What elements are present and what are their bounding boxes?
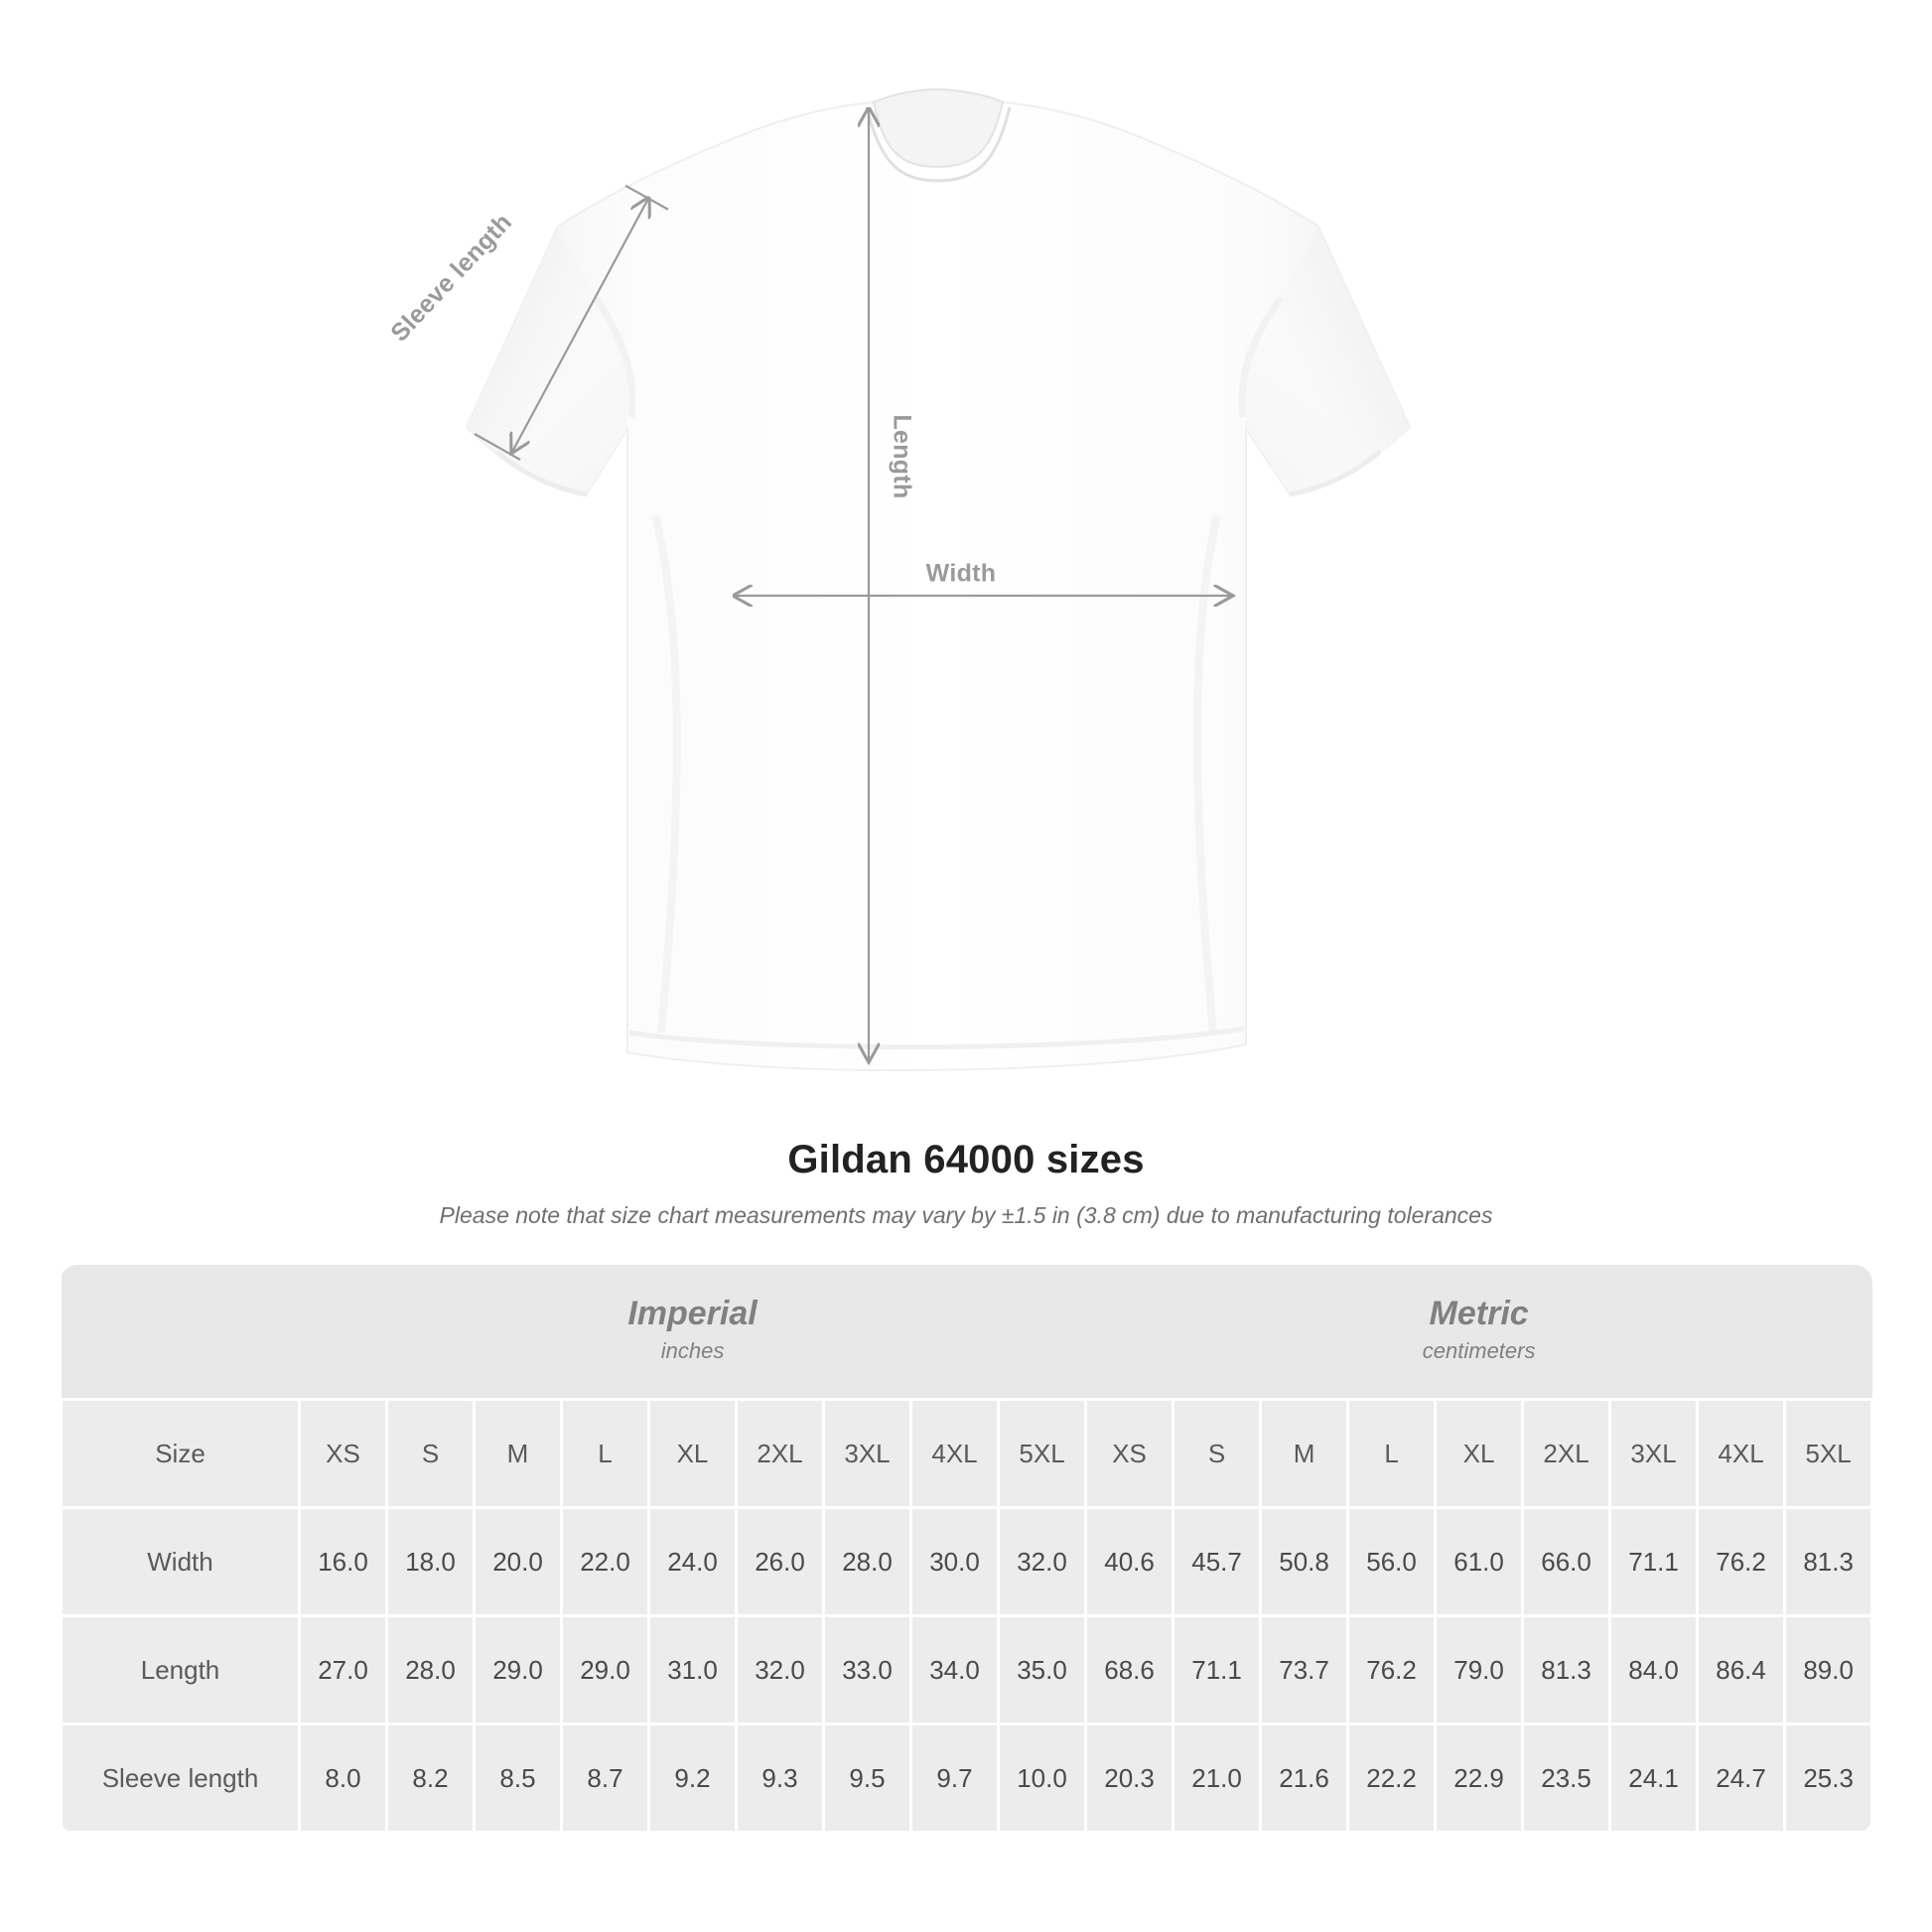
measurement-value: 66.0 — [1523, 1508, 1610, 1616]
measurement-value: 21.6 — [1261, 1725, 1348, 1833]
width-dimension-label: Width — [925, 559, 997, 588]
measurement-value: 81.3 — [1523, 1616, 1610, 1725]
measurement-value: 9.7 — [911, 1725, 999, 1833]
measurement-value: 24.0 — [649, 1508, 737, 1616]
measurement-row-label: Sleeve length — [62, 1725, 300, 1833]
measurement-value: 32.0 — [999, 1508, 1086, 1616]
measurement-value: 40.6 — [1086, 1508, 1173, 1616]
measurement-value: 76.2 — [1698, 1508, 1785, 1616]
unit-system-name: Imperial — [627, 1294, 758, 1332]
measurement-value: 9.5 — [824, 1725, 911, 1833]
measurement-value: 86.4 — [1698, 1616, 1785, 1725]
size-column-header: XL — [1436, 1400, 1523, 1508]
measurement-value: 31.0 — [649, 1616, 737, 1725]
table-row — [62, 1616, 1872, 1725]
unit-system-unit: centimeters — [1422, 1337, 1536, 1363]
measurement-value: 9.2 — [649, 1725, 737, 1833]
measurement-value: 8.7 — [562, 1725, 649, 1833]
measurement-value: 28.0 — [387, 1616, 475, 1725]
measurement-value: 20.3 — [1086, 1725, 1173, 1833]
size-column-header: 4XL — [1698, 1400, 1785, 1508]
measurement-value: 26.0 — [737, 1508, 824, 1616]
measurement-value: 10.0 — [999, 1725, 1086, 1833]
size-column-header: 2XL — [1523, 1400, 1610, 1508]
size-header-row — [62, 1400, 1872, 1508]
unit-system-unit: inches — [660, 1337, 725, 1363]
measurement-value: 71.1 — [1173, 1616, 1261, 1725]
measurement-value: 33.0 — [824, 1616, 911, 1725]
unit-system-header-imperial — [300, 1265, 1086, 1400]
measurement-value: 18.0 — [387, 1508, 475, 1616]
measurement-value: 9.3 — [737, 1725, 824, 1833]
measurement-value: 8.5 — [475, 1725, 562, 1833]
measurement-value: 29.0 — [475, 1616, 562, 1725]
measurement-value: 28.0 — [824, 1508, 911, 1616]
measurement-value: 79.0 — [1436, 1616, 1523, 1725]
measurement-value: 84.0 — [1610, 1616, 1698, 1725]
page-title: Gildan 64000 sizes — [787, 1138, 1145, 1181]
sleeve-length-dimension-label: Sleeve length — [385, 207, 518, 347]
title-block — [0, 1138, 1932, 1229]
size-column-header: L — [1348, 1400, 1436, 1508]
measurement-value: 76.2 — [1348, 1616, 1436, 1725]
size-column-header: 3XL — [824, 1400, 911, 1508]
measurement-value: 34.0 — [911, 1616, 999, 1725]
measurement-value: 24.1 — [1610, 1725, 1698, 1833]
size-column-header: M — [475, 1400, 562, 1508]
length-dimension-label: Length — [888, 414, 916, 499]
size-column-header: 3XL — [1610, 1400, 1698, 1508]
size-column-header: 4XL — [911, 1400, 999, 1508]
table-row — [62, 1725, 1872, 1833]
measurement-value: 71.1 — [1610, 1508, 1698, 1616]
size-column-header: L — [562, 1400, 649, 1508]
size-column-header: XS — [300, 1400, 387, 1508]
size-column-header: M — [1261, 1400, 1348, 1508]
size-column-header: S — [1173, 1400, 1261, 1508]
measurement-value: 8.0 — [300, 1725, 387, 1833]
size-row-label: Size — [62, 1400, 300, 1508]
measurement-row-label: Length — [62, 1616, 300, 1725]
measurement-value: 23.5 — [1523, 1725, 1610, 1833]
measurement-value: 29.0 — [562, 1616, 649, 1725]
table-corner-cell — [62, 1265, 300, 1400]
unit-system-header-row — [62, 1265, 1872, 1400]
size-column-header: S — [387, 1400, 475, 1508]
measurement-value: 35.0 — [999, 1616, 1086, 1725]
size-column-header: 5XL — [1785, 1400, 1872, 1508]
measurement-value: 8.2 — [387, 1725, 475, 1833]
measurement-value: 16.0 — [300, 1508, 387, 1616]
measurement-value: 32.0 — [737, 1616, 824, 1725]
measurement-value: 61.0 — [1436, 1508, 1523, 1616]
measurement-value: 30.0 — [911, 1508, 999, 1616]
size-column-header: 5XL — [999, 1400, 1086, 1508]
measurement-value: 22.0 — [562, 1508, 649, 1616]
measurement-value: 27.0 — [300, 1616, 387, 1725]
measurement-value: 68.6 — [1086, 1616, 1173, 1725]
measurement-value: 45.7 — [1173, 1508, 1261, 1616]
tolerance-note: Please note that size chart measurements may vary by ±1.5 in (3.8 cm) due to manufacturing tolerances — [439, 1202, 1493, 1228]
measurement-value: 21.0 — [1173, 1725, 1261, 1833]
unit-system-header-metric — [1086, 1265, 1872, 1400]
table-row — [62, 1508, 1872, 1616]
measurement-value: 20.0 — [475, 1508, 562, 1616]
measurement-value: 56.0 — [1348, 1508, 1436, 1616]
unit-system-name: Metric — [1429, 1294, 1529, 1332]
size-table — [60, 1265, 1872, 1834]
measurement-row-label: Width — [62, 1508, 300, 1616]
measurement-value: 24.7 — [1698, 1725, 1785, 1833]
size-column-header: XL — [649, 1400, 737, 1508]
measurement-value: 25.3 — [1785, 1725, 1872, 1833]
measurement-value: 22.9 — [1436, 1725, 1523, 1833]
size-column-header: XS — [1086, 1400, 1173, 1508]
measurement-value: 50.8 — [1261, 1508, 1348, 1616]
measurement-value: 89.0 — [1785, 1616, 1872, 1725]
measurement-value: 73.7 — [1261, 1616, 1348, 1725]
size-table-container — [60, 1265, 1872, 1834]
measurement-value: 22.2 — [1348, 1725, 1436, 1833]
measurement-value: 81.3 — [1785, 1508, 1872, 1616]
size-column-header: 2XL — [737, 1400, 824, 1508]
